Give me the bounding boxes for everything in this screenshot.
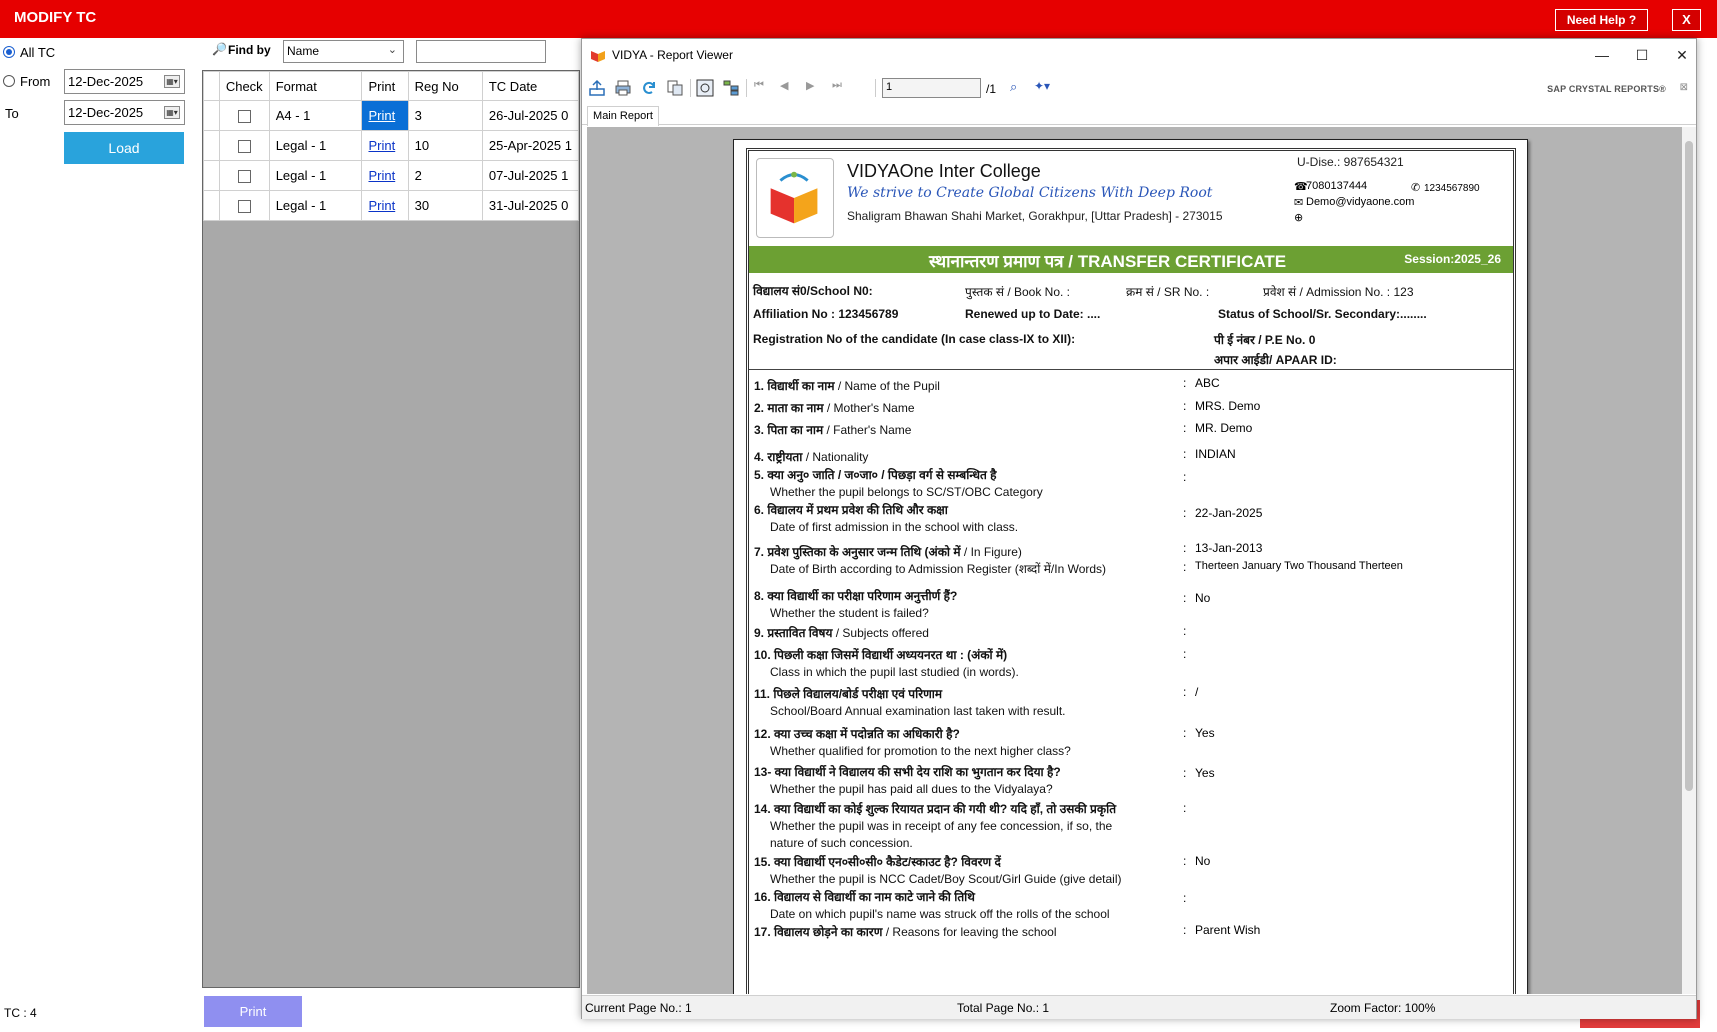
viewer-tabbar bbox=[582, 103, 1696, 125]
registration-no: Registration No of the candidate (In case class-IX to XII): bbox=[753, 332, 1076, 346]
export-icon[interactable] bbox=[588, 79, 606, 97]
page-number-input[interactable]: 1 bbox=[882, 78, 981, 98]
field-label: 17. विद्यालय छोड़ने का कारण / Reasons for leaving the school bbox=[754, 925, 1057, 939]
field-label: 1. विद्यार्थी का नाम / Name of the Pupil bbox=[754, 379, 940, 393]
row-header[interactable] bbox=[204, 101, 220, 131]
field-label: 12. क्या उच्च कक्षा में पदोन्नति का अधिकारी है? Whether qualified for promotion to the next higher class? bbox=[754, 727, 1071, 758]
row-checkbox[interactable] bbox=[238, 170, 251, 183]
print-cell[interactable] bbox=[362, 131, 408, 161]
field-value: Yes bbox=[1195, 766, 1215, 780]
tab-main-report[interactable]: Main Report bbox=[587, 106, 659, 126]
calendar-icon[interactable]: ▦▾ bbox=[164, 75, 180, 88]
close-tab-icon[interactable]: ⊠ bbox=[1679, 82, 1688, 93]
from-radio[interactable] bbox=[3, 75, 15, 87]
apaar-id: अपार आईडी/ APAAR ID: bbox=[1214, 353, 1337, 367]
from-label: From bbox=[20, 74, 51, 89]
table-row[interactable] bbox=[204, 191, 579, 221]
app-title: MODIFY TC bbox=[14, 9, 97, 26]
pen-no: पी ई नंबर / P.E No. 0 bbox=[1214, 333, 1316, 347]
next-page-icon[interactable]: ▶ bbox=[806, 80, 815, 92]
status-total-pages: Total Page No.: 1 bbox=[957, 1001, 1050, 1015]
affiliation-no: Affiliation No : 123456789 bbox=[753, 307, 899, 321]
field-colon: : bbox=[1183, 766, 1187, 780]
print-icon[interactable] bbox=[614, 79, 632, 97]
field-label: 2. माता का नाम / Mother's Name bbox=[754, 401, 915, 415]
print-link[interactable]: Print bbox=[368, 108, 396, 123]
chevron-down-icon: ⌄ bbox=[387, 44, 397, 56]
row-checkbox[interactable] bbox=[238, 110, 251, 123]
school-no: विद्यालय सं0/School N0: bbox=[753, 284, 873, 298]
sap-crystal-label: SAP CRYSTAL REPORTS® bbox=[1547, 84, 1666, 94]
viewer-statusbar bbox=[582, 995, 1696, 1019]
print-cell[interactable] bbox=[362, 161, 408, 191]
col-header-tc-date[interactable]: TC Date bbox=[482, 72, 578, 101]
field-label: 9. प्रस्तावित विषय / Subjects offered bbox=[754, 626, 929, 640]
certificate-title: स्थानान्तरण प्रमाण पत्र / TRANSFER CERTIFICATE bbox=[929, 252, 1287, 271]
school-email: Demo@vidyaone.com bbox=[1306, 196, 1415, 208]
field-colon: : bbox=[1183, 470, 1187, 484]
need-help-button[interactable]: Need Help ? bbox=[1555, 9, 1648, 31]
group-tree-icon[interactable] bbox=[722, 79, 740, 97]
viewer-titlebar bbox=[582, 39, 1696, 73]
field-colon: : bbox=[1183, 560, 1187, 574]
field-value: 22-Jan-2025 bbox=[1195, 506, 1263, 520]
field-colon: : bbox=[1183, 647, 1187, 661]
field-value: INDIAN bbox=[1195, 447, 1236, 461]
certificate-banner bbox=[749, 246, 1513, 273]
to-date-value: 12-Dec-2025 bbox=[68, 105, 144, 120]
table-row[interactable] bbox=[204, 161, 579, 191]
field-label: 11. पिछले विद्यालय/बोर्ड परीक्षा एवं परिणाम School/Board Annual examination last taken with result. bbox=[754, 687, 1066, 718]
format-cell[interactable]: A4 - 1 bbox=[269, 101, 362, 131]
field-colon: : bbox=[1183, 891, 1187, 905]
school-motto: We strive to Create Global Citizens With Deep Root bbox=[847, 185, 1213, 201]
field-value: ABC bbox=[1195, 376, 1220, 390]
last-page-icon[interactable]: ⏭ bbox=[832, 79, 842, 91]
tc-date-cell[interactable]: 25-Apr-2025 1 bbox=[482, 131, 578, 161]
field-label: 6. विद्यालय में प्रथम प्रवेश की तिथि और कक्षा Date of first admission in the school with class. bbox=[754, 503, 1019, 534]
field-colon: : bbox=[1183, 726, 1187, 740]
reg-no-cell[interactable]: 2 bbox=[408, 161, 482, 191]
col-header-format[interactable]: Format bbox=[269, 72, 362, 101]
page-total: /1 bbox=[986, 82, 997, 96]
print-button[interactable]: Print bbox=[204, 996, 302, 1027]
print-cell[interactable] bbox=[362, 191, 408, 221]
field-label: 10. पिछली कक्षा जिसमें विद्यार्थी अध्ययनरत था : (अंकों में) Class in which the pupil last studied (in words). bbox=[754, 648, 1019, 679]
to-date-picker[interactable] bbox=[64, 100, 185, 125]
format-cell[interactable]: Legal - 1 bbox=[269, 131, 362, 161]
field-colon: : bbox=[1183, 447, 1187, 461]
field-label: 16. विद्यालय से विद्यार्थी का नाम काटे जाने की तिथि Date on which pupil's name was struck off the rolls of the school bbox=[754, 890, 1110, 921]
calendar-icon[interactable]: ▦▾ bbox=[164, 106, 180, 119]
tc-date-cell[interactable]: 31-Jul-2025 0 bbox=[482, 191, 578, 221]
reg-no-cell[interactable]: 3 bbox=[408, 101, 482, 131]
all-tc-label: All TC bbox=[20, 45, 56, 60]
field-label: 13- क्या विद्यार्थी ने विद्यालय की सभी देय राशि का भुगतान कर दिया है? Whether the pupil has paid all dues to the Vidyalaya? bbox=[754, 765, 1061, 796]
globe-icon: ⊕ bbox=[1294, 212, 1304, 224]
field-value: MRS. Demo bbox=[1195, 399, 1261, 413]
mail-icon: ✉ bbox=[1294, 197, 1304, 209]
find-field-value: Name bbox=[287, 44, 320, 58]
viewer-title: VIDYA - Report Viewer bbox=[612, 48, 733, 62]
field-value: Parent Wish bbox=[1195, 923, 1261, 937]
close-viewer-button[interactable]: ✕ bbox=[1676, 47, 1688, 63]
school-address: Shaligram Bhawan Shahi Market, Gorakhpur, [Uttar Pradesh] - 273015 bbox=[847, 209, 1223, 223]
row-checkbox-cell[interactable] bbox=[219, 191, 269, 221]
tc-table bbox=[203, 71, 579, 221]
print-link[interactable]: Print bbox=[368, 138, 396, 153]
field-colon: : bbox=[1183, 541, 1187, 555]
tc-count: TC : 4 bbox=[4, 1006, 37, 1020]
field-value: MR. Demo bbox=[1195, 421, 1253, 435]
toggle-panel-icon[interactable] bbox=[696, 79, 714, 97]
field-label: 7. प्रवेश पुस्तिका के अनुसार जन्म तिथि (अंको में / In Figure) Date of Birth according to Admission Register (शब्दों में/In Words) bbox=[754, 545, 1107, 576]
format-cell[interactable]: Legal - 1 bbox=[269, 191, 362, 221]
sr-no: क्रम सं / SR No. : bbox=[1126, 285, 1210, 299]
field-label: 5. क्या अनु० जाति / ज०जा० / पिछड़ा वर्ग से सम्बन्धित है Whether the pupil belongs to SC/ST/OBC Category bbox=[754, 468, 1043, 499]
find-field-select[interactable] bbox=[283, 40, 404, 63]
scrollbar-thumb[interactable] bbox=[1685, 141, 1693, 791]
app-titlebar bbox=[0, 0, 1717, 38]
table-row[interactable] bbox=[204, 101, 579, 131]
row-header[interactable] bbox=[204, 191, 220, 221]
tc-date-cell[interactable]: 26-Jul-2025 0 bbox=[482, 101, 578, 131]
reg-no-cell[interactable]: 10 bbox=[408, 131, 482, 161]
vertical-scrollbar[interactable] bbox=[1682, 127, 1696, 994]
find-text-icon[interactable]: ⌕ bbox=[1010, 79, 1018, 94]
to-label: To bbox=[5, 106, 19, 121]
tc-date-cell[interactable]: 07-Jul-2025 1 bbox=[482, 161, 578, 191]
field-label: 3. पिता का नाम / Father's Name bbox=[754, 423, 912, 437]
maximize-button[interactable]: ☐ bbox=[1635, 47, 1649, 63]
admission-no: प्रवेश सं / Admission No. : 123 bbox=[1263, 285, 1414, 299]
status-zoom: Zoom Factor: 100% bbox=[1330, 1001, 1436, 1015]
field-value: 13-Jan-2013 bbox=[1195, 541, 1263, 555]
field-label: 4. राष्ट्रीयता / Nationality bbox=[754, 450, 869, 464]
field-colon: : bbox=[1183, 376, 1187, 390]
reg-no-cell[interactable]: 30 bbox=[408, 191, 482, 221]
mobile-icon: ✆ bbox=[1411, 182, 1421, 194]
status-current-page: Current Page No.: 1 bbox=[585, 1001, 692, 1015]
copy-icon[interactable] bbox=[666, 79, 684, 97]
field-colon: : bbox=[1183, 923, 1187, 937]
load-button[interactable]: Load bbox=[64, 132, 184, 164]
all-tc-radio[interactable] bbox=[3, 46, 15, 58]
report-canvas[interactable] bbox=[587, 127, 1682, 994]
field-colon: : bbox=[1183, 506, 1187, 520]
col-header-print[interactable]: Print bbox=[362, 72, 408, 101]
vidya-logo-icon bbox=[590, 47, 606, 63]
field-colon: : bbox=[1183, 624, 1187, 638]
school-status: Status of School/Sr. Secondary:........ bbox=[1218, 307, 1427, 321]
field-colon: : bbox=[1183, 591, 1187, 605]
field-label: 8. क्या विद्यार्थी का परीक्षा परिणाम अनुत्तीर्ण हैं? Whether the student is failed? bbox=[754, 589, 958, 620]
field-colon: : bbox=[1183, 421, 1187, 435]
renewed-date: Renewed up to Date: .... bbox=[965, 307, 1101, 321]
table-row[interactable] bbox=[204, 131, 579, 161]
row-checkbox[interactable] bbox=[238, 140, 251, 153]
field-value: / bbox=[1195, 685, 1199, 699]
print-link[interactable]: Print bbox=[368, 168, 396, 183]
field-label: 14. क्या विद्यार्थी का कोई शुल्क रियायत प्रदान की गयी थी? यदि हाँ, तो उसकी प्रकृति Whether the pupil was in receipt of any fee concession, if so, the nature of such concession. bbox=[754, 802, 1117, 850]
print-cell[interactable] bbox=[362, 101, 408, 131]
field-colon: : bbox=[1183, 854, 1187, 868]
find-icon: 🔎 bbox=[212, 42, 227, 56]
field-value: No bbox=[1195, 591, 1211, 605]
field-colon: : bbox=[1183, 801, 1187, 815]
first-page-icon[interactable]: ⏮ bbox=[754, 79, 764, 91]
udise-number: U-Dise.: 987654321 bbox=[1297, 155, 1404, 169]
book-logo-icon bbox=[757, 159, 833, 237]
row-header[interactable] bbox=[204, 161, 220, 191]
from-date-picker[interactable] bbox=[64, 69, 185, 94]
prev-page-icon[interactable]: ◀ bbox=[780, 80, 789, 92]
separator-line bbox=[749, 369, 1513, 370]
zoom-icon[interactable]: ✦▾ bbox=[1034, 79, 1051, 93]
session-label: Session:2025_26 bbox=[1404, 252, 1501, 266]
school-logo bbox=[756, 158, 834, 238]
field-value: Yes bbox=[1195, 726, 1215, 740]
refresh-icon[interactable] bbox=[640, 79, 658, 97]
row-checkbox-cell[interactable] bbox=[219, 101, 269, 131]
field-value-words: Therteen January Two Thousand Therteen bbox=[1195, 560, 1403, 572]
format-cell[interactable]: Legal - 1 bbox=[269, 161, 362, 191]
row-header-corner bbox=[204, 72, 220, 101]
report-viewer-window bbox=[581, 38, 1697, 1019]
print-link[interactable]: Print bbox=[368, 198, 396, 213]
report-page bbox=[733, 139, 1528, 994]
close-app-button[interactable]: X bbox=[1672, 9, 1701, 31]
phone-primary: 7080137444 bbox=[1306, 180, 1368, 192]
find-text-input[interactable] bbox=[416, 40, 546, 63]
from-date-value: 12-Dec-2025 bbox=[68, 74, 144, 89]
field-label: 15. क्या विद्यार्थी एन०सी०सी० कैडेट/स्काउट है? विवरण दें Whether the pupil is NCC Cadet/Boy Scout/Girl Guide (give detail) bbox=[754, 855, 1122, 886]
row-checkbox-cell[interactable] bbox=[219, 161, 269, 191]
row-checkbox-cell[interactable] bbox=[219, 131, 269, 161]
phone-secondary: 1234567890 bbox=[1424, 183, 1480, 194]
field-value: No bbox=[1195, 854, 1211, 868]
phone-icon: ☎ bbox=[1294, 181, 1308, 193]
field-colon: : bbox=[1183, 399, 1187, 413]
viewer-toolbar bbox=[582, 73, 1696, 103]
minimize-button[interactable]: — bbox=[1595, 47, 1609, 63]
tc-grid bbox=[202, 70, 580, 988]
row-header[interactable] bbox=[204, 131, 220, 161]
find-by-label: Find by bbox=[228, 43, 271, 57]
col-header-check[interactable]: Check bbox=[219, 72, 269, 101]
school-name: VIDYAOne Inter College bbox=[847, 161, 1041, 181]
book-no: पुस्तक सं / Book No. : bbox=[965, 285, 1071, 299]
col-header-reg-no[interactable]: Reg No bbox=[408, 72, 482, 101]
field-colon: : bbox=[1183, 685, 1187, 699]
row-checkbox[interactable] bbox=[238, 200, 251, 213]
